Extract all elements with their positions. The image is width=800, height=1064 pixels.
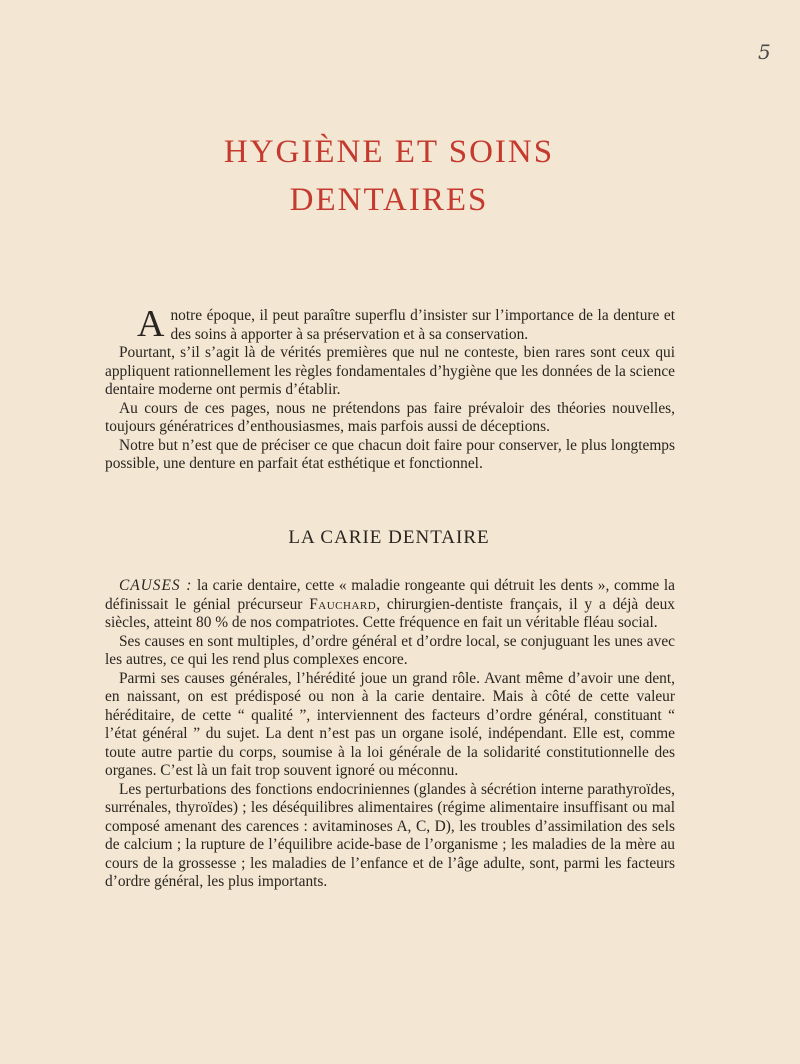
intro-paragraph-2: Pourtant, s’il s’agit là de vérités premières que nul ne conteste, bien rares sont ceux qui appliquent rationnellement les règles fondamentales d’hygiène que les données de la science dentaire moderne ont permis d’établir. [105,344,675,398]
title-line-1: HYGIÈNE ET SOINS [223,134,555,170]
section-title: LA CARIE DENTAIRE [288,527,490,548]
body-paragraph-4: Les perturbations des fonctions endocriniennes (glandes à sécrétion interne parathyroïdes, surrénales, thyroïdes) ; les déséquilibres alimentaires (régime alimentaire insuffisant ou mal composé amenant des carences : avitaminoses A, C, D), les troubles d’assimilation des sels de calcium ; la rupture de l’équilibre acide-base de l’organisme ; les maladies de la mère au cours de la grossesse ; les maladies de l’enfance et de l’âge adulte, sont, parmi les facteurs d’ordre général, les plus importants. [105,780,675,890]
body-section [105,577,675,892]
author-name: Fauchard [309,595,377,613]
title-line-2: DENTAIRES [289,182,489,218]
drop-cap: A [137,303,165,345]
body-paragraph-3: Parmi ses causes générales, l’hérédité joue un grand rôle. Avant même d’avoir une dent, en naissant, on est prédisposé ou non à la carie dentaire. Mais à côté de cette valeur héréditaire, de cette “ qualité ”, interviennent des facteurs d’ordre général, constituant “ l’état général ” du sujet. La dent n’est pas un organe isolé, indépendant. Elle est, comme toute autre partie du corps, soumise à la loi générale de la solidarité constitutionnelle des organes. C’est là un fait trop souvent ignoré ou méconnu. [105,669,675,779]
causes-label: CAUSES : [119,577,193,594]
page-title [0,128,778,224]
body-paragraph-1: CAUSES : la carie dentaire, cette « maladie rongeante qui détruit les dents », comme la définissait le génial précurseur Fauchard, chirurgien-dentiste français, il y a déjà deux siècles, atteint 80 % de nos compatriotes. Cette fréquence en fait un véritable fléau social. [105,577,675,631]
body-paragraph-2: Ses causes en sont multiples, d’ordre général et d’ordre local, se conjuguant les unes avec les autres, ce qui les rend plus complexes encore. [105,632,675,668]
intro-paragraph-4: Notre but n’est que de préciser ce que chacun doit faire pour conserver, le plus longtemps possible, une denture en parfait état esthétique et fonctionnel. [105,436,675,472]
intro-paragraph-3: Au cours de ces pages, nous ne prétendons pas faire prévaloir des théories nouvelles, toujours génératrices d’enthousiasmes, mais parfois aussi de déceptions. [105,399,675,435]
intro-section [105,303,675,474]
page-number: 5 [758,40,771,64]
intro-paragraph-1: Anotre époque, il peut paraître superflu d’insister sur l’importance de la denture et des soins à apporter à sa préservation et à sa conservation. [137,303,675,345]
